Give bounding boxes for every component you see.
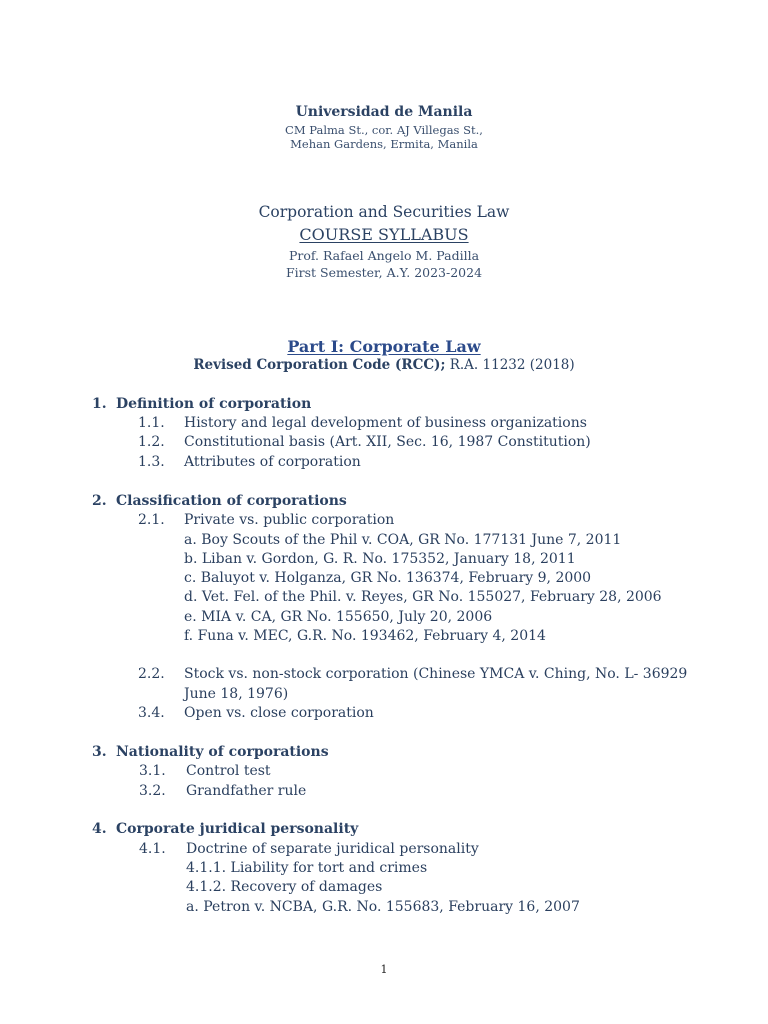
section-number: 4. xyxy=(92,821,107,837)
section-title: Corporate juridical personality xyxy=(116,821,359,837)
item-number: 3.2. xyxy=(139,783,166,799)
item-number: 3.4. xyxy=(138,705,165,721)
section-number: 2. xyxy=(92,493,107,509)
case-citation: e. MIA v. CA, GR No. 155650, July 20, 2006 xyxy=(184,609,493,625)
item-text: History and legal development of business organizations xyxy=(184,415,587,431)
part-title: Part I: Corporate Law xyxy=(287,337,481,356)
case-citation: f. Funa v. MEC, G.R. No. 193462, February 4, 2014 xyxy=(184,628,546,644)
address-line-2: Mehan Gardens, Ermita, Manila xyxy=(290,137,478,151)
section-title: Classification of corporations xyxy=(116,493,347,509)
item-text: Stock vs. non-stock corporation (Chinese YMCA v. Ching, No. L- 36929 xyxy=(184,666,688,682)
section-title: Nationality of corporations xyxy=(116,744,329,760)
case-citation: a. Boy Scouts of the Phil v. COA, GR No. 177131 June 7, 2011 xyxy=(184,532,622,548)
item-text-continued: June 18, 1976) xyxy=(184,686,289,702)
subitem-text: 4.1.2. Recovery of damages xyxy=(186,879,383,895)
item-text: Control test xyxy=(186,763,271,779)
item-number: 2.1. xyxy=(138,512,165,528)
item-text: Attributes of corporation xyxy=(184,454,361,470)
item-number: 1.2. xyxy=(138,434,165,450)
case-citation: a. Petron v. NCBA, G.R. No. 155683, February 16, 2007 xyxy=(186,899,580,915)
course-title: Corporation and Securities Law xyxy=(258,203,510,221)
reference-rest: R.A. 11232 (2018) xyxy=(445,357,575,373)
section-number: 1. xyxy=(92,396,107,412)
item-number: 1.1. xyxy=(138,415,165,431)
case-citation: b. Liban v. Gordon, G. R. No. 175352, January 18, 2011 xyxy=(184,551,576,567)
subitem-text: 4.1.1. Liability for tort and crimes xyxy=(186,860,428,876)
case-citation: c. Baluyot v. Holganza, GR No. 136374, February 9, 2000 xyxy=(184,570,592,586)
professor-name: Prof. Rafael Angelo M. Padilla xyxy=(288,248,480,263)
section-title: Definition of corporation xyxy=(116,396,312,412)
item-text: Doctrine of separate juridical personality xyxy=(186,841,479,857)
section-number: 3. xyxy=(92,744,107,760)
item-number: 2.2. xyxy=(138,666,165,682)
item-text: Constitutional basis (Art. XII, Sec. 16, 1987 Constitution) xyxy=(184,434,591,450)
item-number: 1.3. xyxy=(138,454,165,470)
page-number: 1 xyxy=(380,963,388,976)
part-reference xyxy=(0,357,768,373)
item-text: Private vs. public corporation xyxy=(184,512,395,528)
case-citation: d. Vet. Fel. of the Phil. v. Reyes, GR No. 155027, February 28, 2006 xyxy=(184,589,662,605)
item-text: Open vs. close corporation xyxy=(184,705,374,721)
university-name: Universidad de Manila xyxy=(295,104,473,120)
item-number: 4.1. xyxy=(139,841,166,857)
item-number: 3.1. xyxy=(139,763,166,779)
semester-label: First Semester, A.Y. 2023-2024 xyxy=(285,265,483,280)
address-line-1: CM Palma St., cor. AJ Villegas St., xyxy=(285,123,483,137)
syllabus-heading: COURSE SYLLABUS xyxy=(299,225,469,244)
item-text: Grandfather rule xyxy=(186,783,307,799)
reference-bold: Revised Corporation Code (RCC); xyxy=(193,357,446,373)
